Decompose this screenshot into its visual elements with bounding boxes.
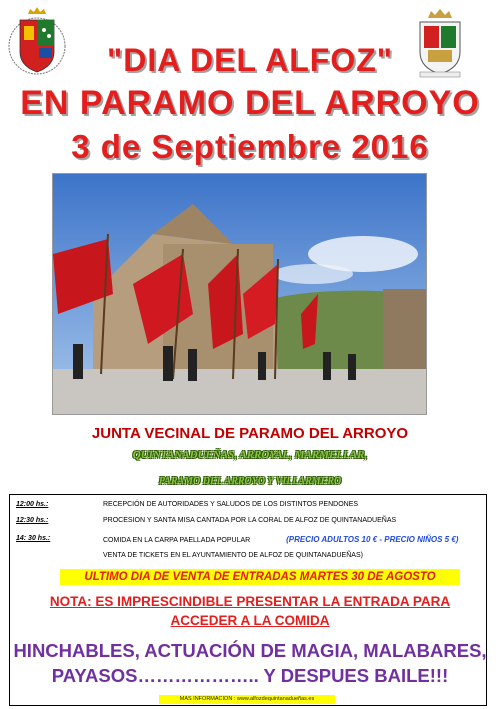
activities-line-2: PAYASOS……………….. Y DESPUES BAILE!!! <box>51 665 449 686</box>
title-line-3: 3 de Septiembre 2016 <box>71 128 429 165</box>
activities-line-1: HINCHABLES, ACTUACIÓN DE MAGIA, MALABARES, <box>13 640 487 661</box>
more-info-link[interactable]: MAS INFORMACION : www.alfozdequintanadueñas.es <box>159 695 335 704</box>
schedule-desc: COMIDA EN LA CARPA PAELLADA POPULAR <box>103 537 251 544</box>
nota-line-1: NOTA: ES IMPRESCINDIBLE PRESENTAR LA ENTRADA PARA <box>49 594 451 609</box>
schedule-time: 14: 30 hs.: <box>16 535 51 542</box>
schedule-desc: PROCESION Y SANTA MISA CANTADA POR LA CORAL DE ALFOZ DE QUINTANADUEÑAS <box>103 517 397 524</box>
schedule-time: 12:00 hs.: <box>16 501 49 508</box>
villages-line-2: PARAMO DEL ARROYO Y VILLARMERO <box>158 476 342 487</box>
last-sale-day-banner: ULTIMO DIA DE VENTA DE ENTRADAS MARTES 30 DE AGOSTO <box>60 569 460 585</box>
schedule-time: 12:30 hs.: <box>16 517 49 524</box>
title-line-1: "DIA DEL ALFOZ" <box>107 42 393 78</box>
schedule-desc: VENTA DE TICKETS EN EL AYUNTAMIENTO DE ALFOZ DE QUINTANADUEÑAS) <box>103 552 363 559</box>
villages-line-1: QUINTANADUEÑAS, ARROYAL, MARMELLAR, <box>132 449 368 461</box>
schedule-price: (PRECIO ADULTOS 10 € - PRECIO NIÑOS 5 €) <box>286 535 459 544</box>
nota-line-2: ACCEDER A LA COMIDA <box>170 613 330 628</box>
schedule-desc: RECEPCIÓN DE AUTORIDADES Y SALUDOS DE LOS DISTINTOS PENDONES <box>103 501 359 508</box>
procession-photo <box>52 173 427 415</box>
junta-vecinal: JUNTA VECINAL DE PARAMO DEL ARROYO <box>91 425 409 442</box>
title-line-2: EN PARAMO DEL ARROYO <box>20 84 480 122</box>
